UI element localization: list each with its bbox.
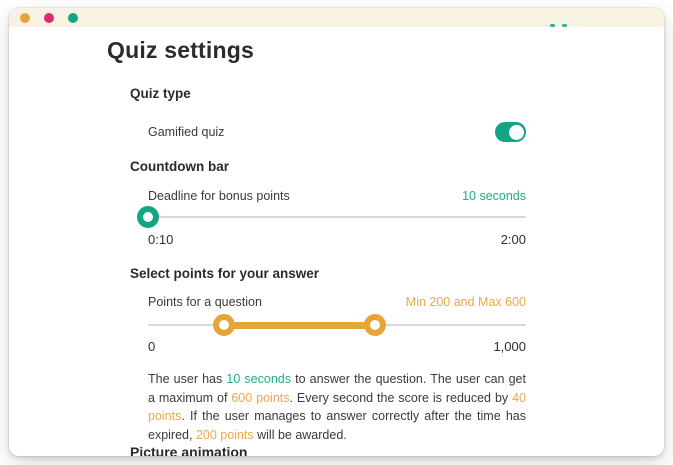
countdown-slider-handle[interactable] bbox=[137, 206, 159, 228]
points-slider-handle-min[interactable] bbox=[213, 314, 235, 336]
window-control-dot-teal[interactable] bbox=[68, 13, 78, 23]
window-control-dot-orange[interactable] bbox=[20, 13, 30, 23]
points-scale-min: 0 bbox=[148, 339, 156, 354]
section-heading-select-points: Select points for your answer bbox=[130, 266, 320, 281]
summary-highlight-reduced-points: 40 points bbox=[148, 390, 526, 424]
countdown-slider[interactable] bbox=[148, 205, 526, 229]
points-slider-handle-max[interactable] bbox=[364, 314, 386, 336]
toggle-knob bbox=[509, 125, 524, 140]
summary-segment: to answer the question. The user can get a maximum of bbox=[148, 372, 526, 405]
section-heading-picture-animation: Picture animation bbox=[130, 444, 248, 456]
countdown-slider-track[interactable] bbox=[148, 216, 526, 218]
deadline-label: Deadline for bonus points bbox=[148, 188, 290, 203]
section-heading-countdown-bar: Countdown bar bbox=[130, 159, 229, 174]
points-label: Points for a question bbox=[148, 294, 262, 309]
points-range-slider[interactable] bbox=[148, 313, 526, 337]
section-heading-quiz-type: Quiz type bbox=[130, 86, 191, 101]
summary-highlight-awarded-points: 200 points bbox=[195, 427, 254, 442]
summary-highlight-seconds: 10 seconds bbox=[226, 372, 291, 386]
summary-text bbox=[148, 370, 526, 444]
points-scale-max: 1,000 bbox=[493, 339, 526, 354]
countdown-scale bbox=[148, 232, 526, 247]
gamified-quiz-row bbox=[148, 120, 526, 144]
summary-highlight-max-points: 600 points bbox=[231, 390, 290, 405]
points-scale bbox=[148, 339, 526, 354]
points-row bbox=[148, 293, 526, 310]
points-slider-range-fill bbox=[224, 322, 375, 329]
deadline-value: 10 seconds bbox=[462, 188, 526, 203]
summary-segment: . Every second the score is reduced by bbox=[289, 390, 513, 405]
gamified-quiz-toggle[interactable] bbox=[495, 122, 526, 142]
gamified-quiz-label: Gamified quiz bbox=[148, 125, 225, 139]
summary-segment: The user has bbox=[148, 372, 227, 386]
summary-segment: will be awarded. bbox=[253, 427, 347, 442]
page-title: Quiz settings bbox=[107, 37, 255, 63]
countdown-scale-min: 0:10 bbox=[148, 232, 174, 247]
clipped-teal-mark bbox=[550, 24, 555, 27]
summary-segment: . If the user manages to answer correctly after the time has expired, bbox=[148, 409, 526, 442]
points-value: Min 200 and Max 600 bbox=[405, 294, 526, 309]
countdown-scale-max: 2:00 bbox=[500, 232, 526, 247]
quiz-settings-window bbox=[9, 8, 664, 456]
clipped-teal-mark bbox=[562, 24, 567, 27]
deadline-row bbox=[148, 187, 526, 204]
window-control-dot-pink[interactable] bbox=[44, 13, 54, 23]
